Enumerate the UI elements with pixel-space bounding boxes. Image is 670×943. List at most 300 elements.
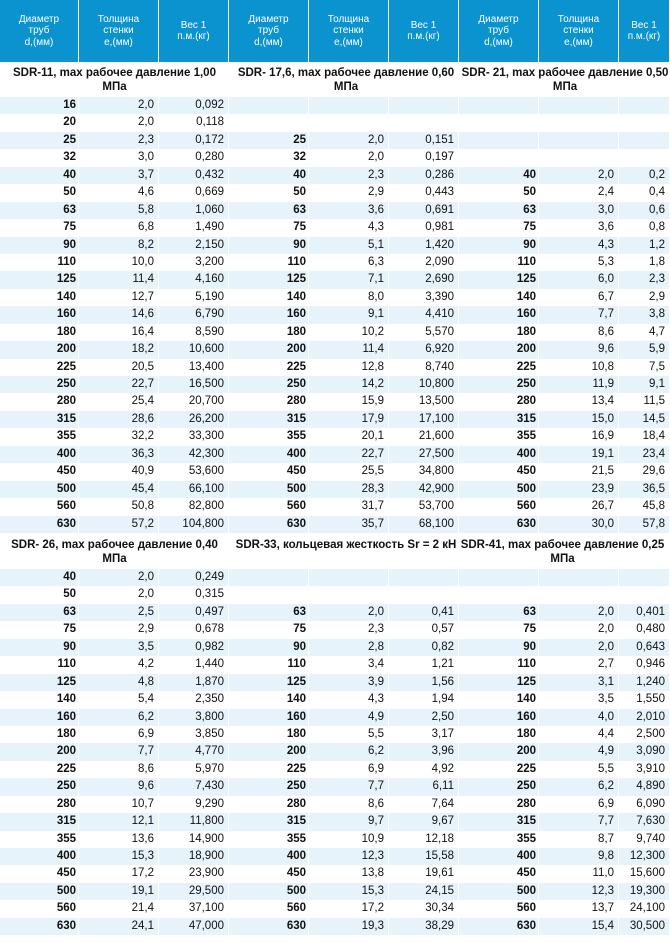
cell-thickness-1: 5,8	[79, 202, 159, 219]
cell-weight-1: 29,500	[159, 883, 229, 900]
cell-weight-1: 9,290	[159, 796, 229, 813]
cell-thickness-2: 3,4	[309, 656, 389, 673]
cell-diameter-2: 355	[229, 831, 309, 848]
cell-weight-3: 2,500	[619, 726, 670, 743]
cell-thickness-1: 10,7	[79, 796, 159, 813]
cell-thickness-3: 13,4	[539, 393, 619, 410]
cell-diameter-2: 75	[229, 621, 309, 638]
cell-diameter-2: 110	[229, 254, 309, 271]
cell-thickness-1: 17,2	[79, 865, 159, 882]
cell-thickness-2: 10,2	[309, 324, 389, 341]
cell-thickness-2: 7,7	[309, 778, 389, 795]
cell-weight-2: 0,286	[389, 167, 459, 184]
cell-thickness-2: 9,1	[309, 306, 389, 323]
cell-thickness-2: 20,1	[309, 428, 389, 445]
cell-diameter-2	[229, 97, 309, 114]
cell-thickness-2: 2,9	[309, 184, 389, 201]
cell-thickness-1: 2,9	[79, 621, 159, 638]
cell-weight-3: 4,7	[619, 324, 670, 341]
cell-thickness-3: 15,4	[539, 918, 619, 935]
cell-weight-1: 0,982	[159, 639, 229, 656]
cell-diameter-2: 125	[229, 674, 309, 691]
cell-diameter-3: 63	[459, 604, 539, 621]
cell-diameter-2: 140	[229, 289, 309, 306]
cell-diameter-1: 90	[0, 237, 79, 254]
cell-weight-2: 38,29	[389, 918, 459, 935]
table-row	[0, 114, 670, 131]
cell-weight-3: 0,946	[619, 656, 670, 673]
cell-diameter-1: 16	[0, 97, 79, 114]
cell-diameter-1: 225	[0, 359, 79, 376]
table-row	[0, 569, 670, 586]
cell-weight-1: 11,800	[159, 813, 229, 830]
cell-weight-2: 2,50	[389, 709, 459, 726]
cell-diameter-2: 560	[229, 498, 309, 515]
cell-thickness-1: 25,4	[79, 393, 159, 410]
cell-diameter-1: 180	[0, 726, 79, 743]
cell-weight-1: 1,870	[159, 674, 229, 691]
cell-weight-1: 37,100	[159, 900, 229, 917]
cell-diameter-3: 160	[459, 306, 539, 323]
cell-weight-1: 0,118	[159, 114, 229, 131]
cell-diameter-1: 180	[0, 324, 79, 341]
cell-thickness-3: 3,5	[539, 691, 619, 708]
cell-diameter-1: 630	[0, 516, 79, 533]
cell-diameter-2: 63	[229, 202, 309, 219]
table-row	[0, 271, 670, 288]
cell-thickness-2: 5,5	[309, 726, 389, 743]
cell-weight-3: 45,8	[619, 498, 670, 515]
cell-weight-3	[619, 569, 670, 586]
cell-thickness-3: 2,7	[539, 656, 619, 673]
cell-diameter-1: 40	[0, 569, 79, 586]
cell-thickness-2: 6,3	[309, 254, 389, 271]
cell-weight-3	[619, 132, 670, 149]
cell-weight-1: 3,800	[159, 709, 229, 726]
cell-diameter-2: 560	[229, 900, 309, 917]
cell-weight-1: 3,200	[159, 254, 229, 271]
cell-diameter-1: 450	[0, 865, 79, 882]
cell-diameter-1: 280	[0, 393, 79, 410]
cell-diameter-1: 75	[0, 219, 79, 236]
cell-thickness-1: 16,4	[79, 324, 159, 341]
cell-weight-1: 0,280	[159, 149, 229, 166]
cell-thickness-1: 36,3	[79, 446, 159, 463]
cell-diameter-3: 315	[459, 813, 539, 830]
cell-weight-2: 24,15	[389, 883, 459, 900]
cell-thickness-2: 22,7	[309, 446, 389, 463]
cell-diameter-1: 630	[0, 918, 79, 935]
cell-weight-2: 6,11	[389, 778, 459, 795]
cell-diameter-3	[459, 97, 539, 114]
table-row	[0, 831, 670, 848]
section2-mid-title: SDR-33, кольцевая жесткость Sr = 2 кН	[235, 539, 457, 551]
cell-weight-2: 4,92	[389, 761, 459, 778]
cell-thickness-3: 21,5	[539, 463, 619, 480]
cell-thickness-2: 17,2	[309, 900, 389, 917]
cell-weight-3: 0,401	[619, 604, 670, 621]
cell-thickness-2: 19,3	[309, 918, 389, 935]
cell-weight-1: 4,160	[159, 271, 229, 288]
cell-diameter-1: 160	[0, 306, 79, 323]
cell-weight-1: 23,900	[159, 865, 229, 882]
cell-diameter-2: 450	[229, 865, 309, 882]
cell-weight-3: 19,300	[619, 883, 670, 900]
cell-weight-1: 3,850	[159, 726, 229, 743]
cell-weight-2: 19,61	[389, 865, 459, 882]
cell-diameter-1: 225	[0, 761, 79, 778]
cell-diameter-2: 315	[229, 813, 309, 830]
cell-thickness-3: 5,3	[539, 254, 619, 271]
cell-weight-1: 14,900	[159, 831, 229, 848]
cell-diameter-1: 63	[0, 202, 79, 219]
cell-diameter-3: 225	[459, 761, 539, 778]
table-row	[0, 796, 670, 813]
cell-diameter-3: 630	[459, 516, 539, 533]
cell-thickness-2	[309, 569, 389, 586]
cell-thickness-2: 28,3	[309, 481, 389, 498]
cell-thickness-1: 40,9	[79, 463, 159, 480]
cell-thickness-3: 6,2	[539, 778, 619, 795]
cell-thickness-3: 11,9	[539, 376, 619, 393]
cell-thickness-3: 15,0	[539, 411, 619, 428]
section1-mid-title: SDR- 17,6, max рабочее давление 0,60 МПа	[237, 67, 455, 93]
cell-diameter-1: 355	[0, 831, 79, 848]
cell-weight-3: 3,910	[619, 761, 670, 778]
section1-table	[0, 97, 670, 533]
section1-right-title: SDR- 21, max рабочее давление 0,50 МПа	[461, 67, 669, 93]
cell-thickness-1: 2,3	[79, 132, 159, 149]
cell-weight-1: 53,600	[159, 463, 229, 480]
cell-weight-1: 7,430	[159, 778, 229, 795]
cell-thickness-2: 15,9	[309, 393, 389, 410]
cell-weight-3: 2,010	[619, 709, 670, 726]
cell-weight-3: 36,5	[619, 481, 670, 498]
cell-diameter-3	[459, 569, 539, 586]
header-weight-2: Вес 1 п.м.(кг)	[389, 0, 459, 62]
cell-thickness-1: 19,1	[79, 883, 159, 900]
cell-diameter-2: 250	[229, 778, 309, 795]
cell-thickness-2: 5,1	[309, 237, 389, 254]
cell-diameter-1: 110	[0, 254, 79, 271]
cell-diameter-3: 140	[459, 691, 539, 708]
header-thickness-1: Толщина стенки e,(мм)	[79, 0, 159, 62]
cell-diameter-3: 140	[459, 289, 539, 306]
cell-weight-1: 6,790	[159, 306, 229, 323]
cell-thickness-3: 3,1	[539, 674, 619, 691]
cell-diameter-2: 630	[229, 918, 309, 935]
cell-thickness-3: 4,3	[539, 237, 619, 254]
cell-thickness-2: 2,0	[309, 132, 389, 149]
cell-thickness-3	[539, 132, 619, 149]
cell-diameter-3: 560	[459, 900, 539, 917]
cell-diameter-2: 225	[229, 359, 309, 376]
cell-diameter-1: 90	[0, 639, 79, 656]
cell-thickness-2	[309, 586, 389, 603]
cell-thickness-2: 12,8	[309, 359, 389, 376]
cell-diameter-2: 200	[229, 743, 309, 760]
cell-diameter-1: 40	[0, 167, 79, 184]
cell-thickness-1: 7,7	[79, 743, 159, 760]
cell-diameter-1: 63	[0, 604, 79, 621]
cell-diameter-1: 355	[0, 428, 79, 445]
cell-diameter-2: 450	[229, 463, 309, 480]
cell-thickness-3: 11,0	[539, 865, 619, 882]
cell-diameter-3: 90	[459, 237, 539, 254]
cell-weight-2	[389, 586, 459, 603]
cell-thickness-2: 4,9	[309, 709, 389, 726]
cell-weight-1: 0,432	[159, 167, 229, 184]
cell-thickness-2: 2,0	[309, 604, 389, 621]
cell-thickness-2: 11,4	[309, 341, 389, 358]
cell-thickness-1: 57,2	[79, 516, 159, 533]
cell-diameter-1: 75	[0, 621, 79, 638]
table-row	[0, 463, 670, 480]
cell-thickness-1: 8,6	[79, 761, 159, 778]
cell-weight-3: 23,4	[619, 446, 670, 463]
table-row	[0, 167, 670, 184]
cell-thickness-3: 6,7	[539, 289, 619, 306]
cell-diameter-1: 140	[0, 691, 79, 708]
cell-diameter-2: 180	[229, 324, 309, 341]
cell-weight-2: 2,090	[389, 254, 459, 271]
cell-weight-1: 0,497	[159, 604, 229, 621]
cell-diameter-2: 200	[229, 341, 309, 358]
cell-weight-2: 0,197	[389, 149, 459, 166]
cell-weight-2: 30,34	[389, 900, 459, 917]
cell-weight-3: 0,643	[619, 639, 670, 656]
cell-thickness-2: 35,7	[309, 516, 389, 533]
cell-thickness-2	[309, 114, 389, 131]
cell-diameter-1: 110	[0, 656, 79, 673]
cell-weight-3: 0,2	[619, 167, 670, 184]
cell-thickness-2: 14,2	[309, 376, 389, 393]
cell-diameter-3: 160	[459, 709, 539, 726]
cell-thickness-2: 3,6	[309, 202, 389, 219]
cell-thickness-1: 12,1	[79, 813, 159, 830]
cell-thickness-1: 28,6	[79, 411, 159, 428]
cell-thickness-2: 4,3	[309, 219, 389, 236]
cell-weight-2: 13,500	[389, 393, 459, 410]
cell-thickness-3: 19,1	[539, 446, 619, 463]
cell-weight-2: 53,700	[389, 498, 459, 515]
cell-weight-2: 68,100	[389, 516, 459, 533]
cell-weight-3: 14,5	[619, 411, 670, 428]
cell-weight-1: 104,800	[159, 516, 229, 533]
cell-weight-1: 18,900	[159, 848, 229, 865]
table-row	[0, 848, 670, 865]
cell-diameter-3	[459, 114, 539, 131]
table-row	[0, 324, 670, 341]
cell-thickness-1: 2,0	[79, 97, 159, 114]
cell-diameter-1: 250	[0, 376, 79, 393]
cell-thickness-2: 6,2	[309, 743, 389, 760]
table-row	[0, 97, 670, 114]
cell-diameter-1: 50	[0, 184, 79, 201]
cell-weight-2	[389, 97, 459, 114]
cell-thickness-1: 45,4	[79, 481, 159, 498]
cell-weight-3: 1,2	[619, 237, 670, 254]
cell-weight-1: 47,000	[159, 918, 229, 935]
cell-weight-2: 7,64	[389, 796, 459, 813]
cell-weight-3: 0,8	[619, 219, 670, 236]
cell-weight-3: 7,5	[619, 359, 670, 376]
cell-thickness-2	[309, 97, 389, 114]
cell-diameter-3	[459, 586, 539, 603]
table-row	[0, 586, 670, 603]
cell-weight-2: 17,100	[389, 411, 459, 428]
cell-thickness-1: 2,5	[79, 604, 159, 621]
cell-thickness-3: 3,6	[539, 219, 619, 236]
cell-thickness-2: 15,3	[309, 883, 389, 900]
cell-thickness-2: 12,3	[309, 848, 389, 865]
cell-weight-2: 5,570	[389, 324, 459, 341]
cell-diameter-2: 500	[229, 883, 309, 900]
cell-weight-2: 1,420	[389, 237, 459, 254]
cell-diameter-2: 400	[229, 446, 309, 463]
table-row	[0, 237, 670, 254]
cell-weight-3: 9,740	[619, 831, 670, 848]
section2-table	[0, 569, 670, 935]
cell-weight-1: 4,770	[159, 743, 229, 760]
cell-diameter-3: 500	[459, 883, 539, 900]
cell-diameter-2: 32	[229, 149, 309, 166]
cell-diameter-2: 125	[229, 271, 309, 288]
cell-thickness-3	[539, 97, 619, 114]
cell-diameter-3: 450	[459, 865, 539, 882]
cell-weight-3: 11,5	[619, 393, 670, 410]
cell-weight-2: 1,56	[389, 674, 459, 691]
cell-diameter-1: 560	[0, 900, 79, 917]
cell-diameter-3: 250	[459, 376, 539, 393]
cell-diameter-1: 315	[0, 813, 79, 830]
cell-diameter-3: 200	[459, 743, 539, 760]
cell-diameter-2: 250	[229, 376, 309, 393]
cell-thickness-3: 7,7	[539, 813, 619, 830]
cell-diameter-1: 200	[0, 743, 79, 760]
cell-thickness-3: 4,4	[539, 726, 619, 743]
cell-weight-1: 2,350	[159, 691, 229, 708]
cell-weight-2: 0,443	[389, 184, 459, 201]
cell-thickness-3: 16,9	[539, 428, 619, 445]
table-row	[0, 691, 670, 708]
cell-diameter-2: 280	[229, 393, 309, 410]
cell-thickness-1: 6,8	[79, 219, 159, 236]
cell-thickness-3: 6,9	[539, 796, 619, 813]
cell-thickness-2: 9,7	[309, 813, 389, 830]
cell-diameter-1: 20	[0, 114, 79, 131]
table-row	[0, 219, 670, 236]
cell-weight-2: 42,900	[389, 481, 459, 498]
cell-diameter-3: 250	[459, 778, 539, 795]
cell-diameter-3: 75	[459, 219, 539, 236]
cell-diameter-3: 500	[459, 481, 539, 498]
cell-thickness-1: 6,9	[79, 726, 159, 743]
cell-thickness-2: 3,9	[309, 674, 389, 691]
cell-weight-1: 13,400	[159, 359, 229, 376]
cell-thickness-3: 9,6	[539, 341, 619, 358]
cell-thickness-2: 8,0	[309, 289, 389, 306]
cell-weight-1: 16,500	[159, 376, 229, 393]
cell-diameter-1: 500	[0, 481, 79, 498]
table-row	[0, 306, 670, 323]
cell-diameter-2	[229, 569, 309, 586]
table-row	[0, 778, 670, 795]
cell-weight-2: 0,82	[389, 639, 459, 656]
cell-weight-3: 3,8	[619, 306, 670, 323]
cell-diameter-3: 110	[459, 656, 539, 673]
cell-weight-1: 1,440	[159, 656, 229, 673]
cell-diameter-1: 50	[0, 586, 79, 603]
cell-thickness-3: 12,3	[539, 883, 619, 900]
table-row	[0, 709, 670, 726]
cell-thickness-1: 12,7	[79, 289, 159, 306]
cell-diameter-1: 400	[0, 446, 79, 463]
table-row	[0, 428, 670, 445]
cell-diameter-2	[229, 114, 309, 131]
cell-thickness-2: 2,0	[309, 149, 389, 166]
cell-diameter-2: 160	[229, 306, 309, 323]
cell-weight-2: 15,58	[389, 848, 459, 865]
cell-weight-3: 9,1	[619, 376, 670, 393]
cell-weight-1: 8,590	[159, 324, 229, 341]
cell-diameter-3: 110	[459, 254, 539, 271]
cell-diameter-2: 110	[229, 656, 309, 673]
cell-thickness-1: 2,0	[79, 569, 159, 586]
cell-thickness-2: 17,9	[309, 411, 389, 428]
cell-weight-1: 26,200	[159, 411, 229, 428]
table-row	[0, 446, 670, 463]
cell-diameter-2	[229, 586, 309, 603]
cell-diameter-1: 125	[0, 271, 79, 288]
cell-diameter-1: 280	[0, 796, 79, 813]
cell-diameter-2: 63	[229, 604, 309, 621]
cell-diameter-1: 400	[0, 848, 79, 865]
table-row	[0, 656, 670, 673]
cell-thickness-2: 8,6	[309, 796, 389, 813]
cell-thickness-1: 50,8	[79, 498, 159, 515]
cell-thickness-3: 23,9	[539, 481, 619, 498]
cell-weight-3: 3,090	[619, 743, 670, 760]
cell-thickness-3: 26,7	[539, 498, 619, 515]
header-weight-1: Вес 1 п.м.(кг)	[159, 0, 229, 62]
cell-weight-1: 0,249	[159, 569, 229, 586]
cell-thickness-1: 2,0	[79, 114, 159, 131]
cell-diameter-3: 125	[459, 674, 539, 691]
table-row	[0, 900, 670, 917]
cell-thickness-1: 3,0	[79, 149, 159, 166]
table-row	[0, 918, 670, 935]
table-row	[0, 202, 670, 219]
cell-diameter-3: 355	[459, 831, 539, 848]
cell-weight-2: 3,96	[389, 743, 459, 760]
section1-left-title: SDR-11, max рабочее давление 1,00 МПа	[13, 67, 216, 93]
cell-diameter-2: 630	[229, 516, 309, 533]
cell-diameter-3	[459, 132, 539, 149]
cell-weight-2: 0,41	[389, 604, 459, 621]
cell-diameter-1: 140	[0, 289, 79, 306]
cell-thickness-3: 3,0	[539, 202, 619, 219]
cell-thickness-3: 2,0	[539, 621, 619, 638]
cell-weight-3: 2,9	[619, 289, 670, 306]
cell-weight-3	[619, 114, 670, 131]
table-row	[0, 254, 670, 271]
cell-weight-1: 20,700	[159, 393, 229, 410]
table-row	[0, 516, 670, 533]
cell-thickness-1: 2,0	[79, 586, 159, 603]
cell-weight-3: 1,240	[619, 674, 670, 691]
cell-diameter-3: 75	[459, 621, 539, 638]
